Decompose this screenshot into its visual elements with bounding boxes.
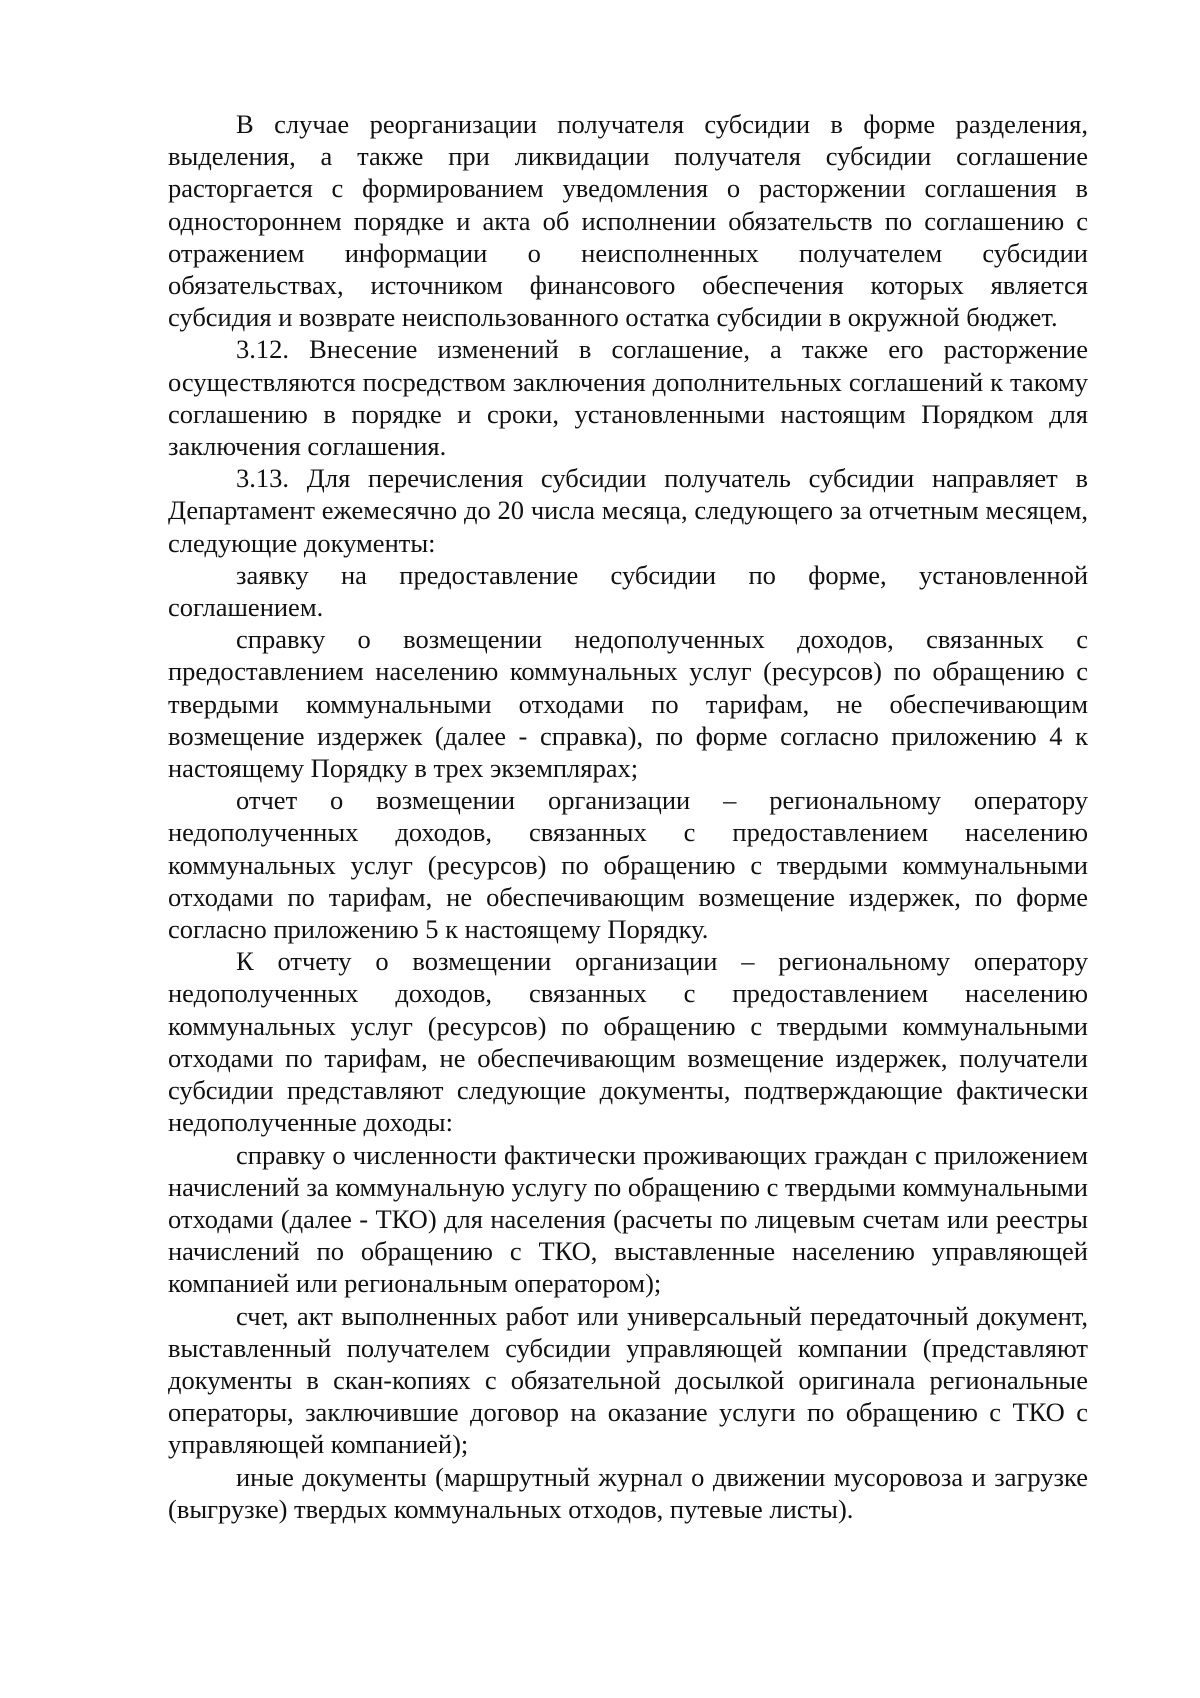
paragraph-3-13: 3.13. Для перечисления субсидии получатель субсидии направляет в Департамент ежемесячно до 20 числа месяца, следующего за отчетным месяцем, следующие документы: xyxy=(168,463,1088,558)
list-item-report: отчет о возмещении организации – региональному оператору недополученных доходов, связанных с предоставлением населению коммунальных услуг (ресурсов) по обращению с твердыми коммунальными отходами по тарифам, не обеспечивающим возмещение издержек, по форме согласно приложению 5 к настоящему Порядку. xyxy=(168,785,1088,945)
paragraph-3-12: 3.12. Внесение изменений в соглашение, а также его расторжение осуществляются посредством заключения дополнительных соглашений к такому соглашению в порядке и сроки, установленными настоящим Порядком для заключения соглашения. xyxy=(168,334,1088,462)
list-item-certificate: справку о возмещении недополученных доходов, связанных с предоставлением населению коммунальных услуг (ресурсов) по обращению с твердыми коммунальными отходами по тарифам, не обеспечивающим возмещение издержек (далее - справка), по форме согласно приложению 4 к настоящему Порядку в трех экземплярах; xyxy=(168,624,1088,784)
paragraph-report-attachments: К отчету о возмещении организации – региональному оператору недополученных доходов, связанных с предоставлением населению коммунальных услуг (ресурсов) по обращению с твердыми коммунальными отходами по тарифам, не обеспечивающим возмещение издержек, получатели субсидии представляют следующие документы, подтверждающие фактически недополученные доходы: xyxy=(168,946,1088,1138)
list-item-residents-certificate: справку о численности фактически проживающих граждан с приложением начислений за коммунальную услугу по обращению с твердыми коммунальными отходами (далее - ТКО) для населения (расчеты по лицевым счетам или реестры начислений по обращению с ТКО, выставленные населению управляющей компанией или региональным оператором); xyxy=(168,1139,1088,1299)
list-item-application: заявку на предоставление субсидии по форме, установленной соглашением. xyxy=(168,559,1088,623)
document-page xyxy=(168,108,1088,1525)
list-item-invoice: счет, акт выполненных работ или универсальный передаточный документ, выставленный получателем субсидии управляющей компании (представляют документы в скан-копиях с обязательной досылкой оригинала региональные операторы, заключившие договор на оказание услуги по обращению с ТКО с управляющей компанией); xyxy=(168,1300,1088,1460)
paragraph-reorganization: В случае реорганизации получателя субсидии в форме разделения, выделения, а также при ликвидации получателя субсидии соглашение расторгается с формированием уведомления о расторжении соглашения в одностороннем порядке и акта об исполнении обязательств по соглашению с отражением информации о неисполненных получателем субсидии обязательствах, источником финансового обеспечения которых является субсидия и возврате неиспользованного остатка субсидии в окружной бюджет. xyxy=(168,109,1088,333)
list-item-other-documents: иные документы (маршрутный журнал о движении мусоровоза и загрузке (выгрузке) твердых коммунальных отходов, путевые листы). xyxy=(168,1461,1088,1524)
